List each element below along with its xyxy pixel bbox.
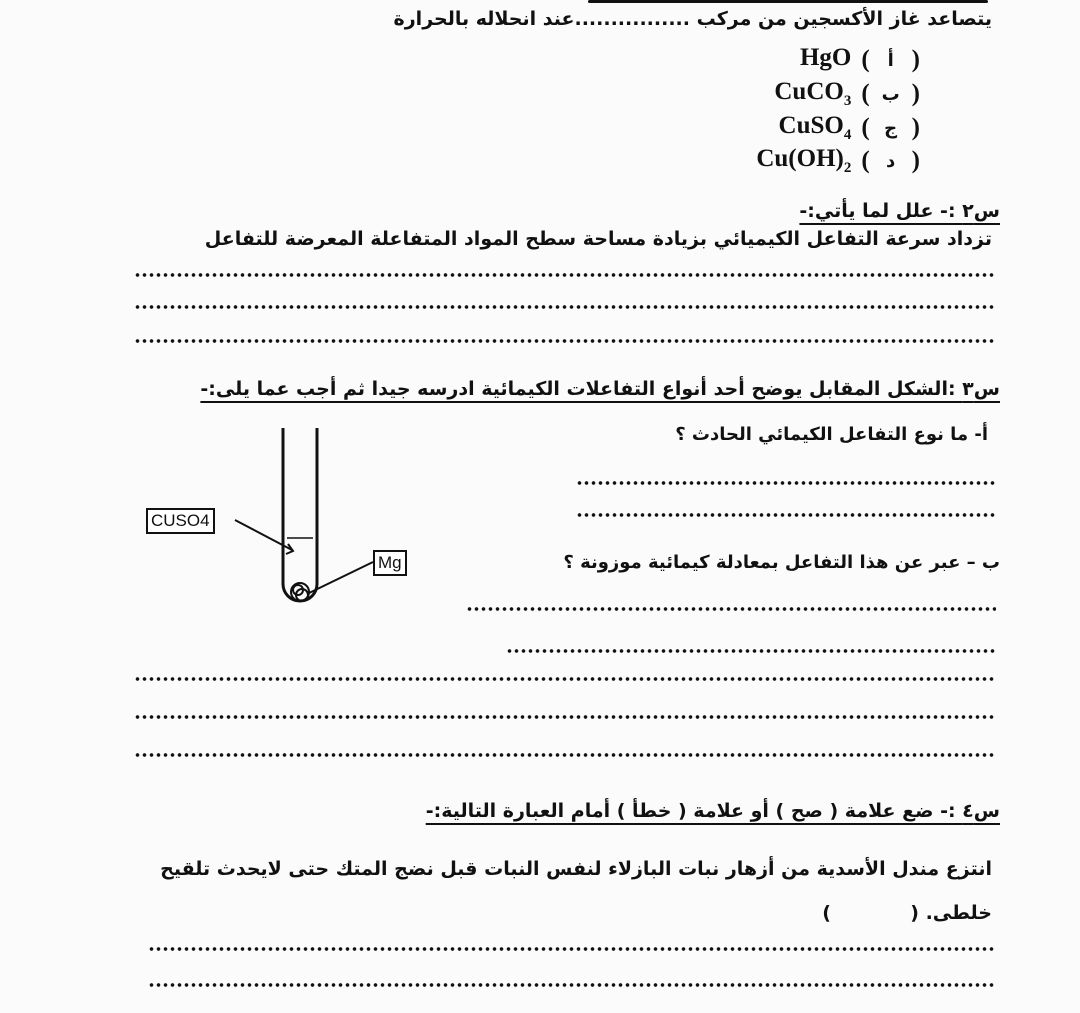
- choice-formula: CuCO$_3$: [774, 78, 852, 109]
- choice-formula: CuSO$_4$: [778, 112, 852, 143]
- choice-letter: د: [886, 150, 896, 172]
- answer-line[interactable]: [134, 338, 996, 344]
- choice-formula: HgO: [799, 44, 852, 71]
- choice-c[interactable]: CuSO$_4$ ( ج ): [778, 112, 920, 143]
- q1-stem-part-a: يتصاعد غاز الأكسجين من مركب ................: [574, 8, 992, 30]
- choice-letter: ج: [884, 117, 898, 139]
- cuso4-label: CUSO4: [146, 508, 215, 534]
- answer-line[interactable]: [506, 648, 996, 654]
- answer-line[interactable]: [134, 304, 996, 310]
- q3-part-b: ب – عبر عن هذا التفاعل بمعادلة كيمائية موزونة ؟: [563, 552, 1000, 573]
- choice-formula: $Cu(OH)_2$: [756, 145, 852, 176]
- q1-stem: [394, 8, 992, 30]
- q4-heading: س٤ :- ضع علامة ( صح ) أو علامة ( خطأ ) أمام العبارة التالية:-: [425, 800, 1000, 822]
- q3-part-a: أ- ما نوع التفاعل الكيمائي الحادث ؟: [675, 424, 988, 445]
- answer-line[interactable]: [148, 946, 996, 952]
- choice-a[interactable]: HgO ( أ ): [800, 44, 920, 76]
- magnesium-coil: [291, 583, 309, 601]
- q2-heading: س٢ :- علل لما يأتي:-: [799, 200, 1000, 222]
- q1-stem-part-b: عند انحلاله بالحرارة: [393, 8, 575, 30]
- answer-line[interactable]: [576, 480, 996, 486]
- q4-statement-line1: انتزع مندل الأسدية من أزهار نبات البازلاء لنفس النبات قبل نضج المتك حتى لايحدث تلقيح: [160, 858, 992, 880]
- answer-line[interactable]: [466, 606, 996, 612]
- test-tube-outline: [283, 428, 317, 601]
- choice-letter: أ: [887, 49, 894, 71]
- q2-statement: تزداد سرعة التفاعل الكيميائي بزيادة مساحة سطح المواد المتفاعلة المعرضة للتفاعل: [204, 228, 992, 250]
- q4-statement-line2: خلطى. ( ): [822, 902, 992, 924]
- answer-line[interactable]: [134, 676, 996, 682]
- choice-d[interactable]: $Cu(OH)_2$ ( د ): [756, 145, 920, 176]
- answer-line[interactable]: [134, 752, 996, 758]
- q3-heading: س٣ :الشكل المقابل يوضح أحد أنواع التفاعلات الكيمائية ادرسه جيدا ثم أجب عما يلى:-: [200, 378, 1000, 400]
- answer-line[interactable]: [134, 714, 996, 720]
- answer-line[interactable]: [134, 272, 996, 278]
- top-border-line: [588, 0, 988, 3]
- choice-b[interactable]: CuCO$_3$ ( ب ): [774, 78, 920, 109]
- choice-letter: ب: [881, 83, 900, 105]
- answer-line[interactable]: [148, 982, 996, 988]
- answer-line[interactable]: [576, 512, 996, 518]
- mg-label: Mg: [373, 550, 407, 576]
